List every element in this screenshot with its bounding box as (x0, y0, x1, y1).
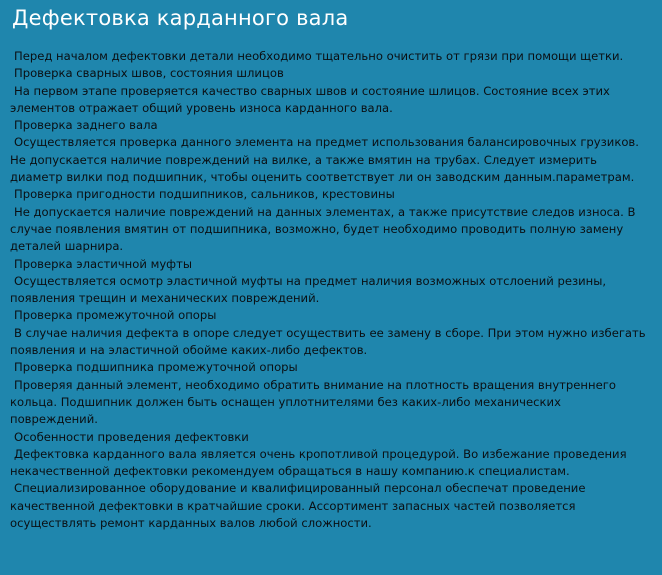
section-heading-rear-shaft: Проверка заднего вала (14, 118, 158, 133)
section-text-elastic-coupling: Осуществляется осмотр эластичной муфты на предмет наличия возможных отслоений резины, появления трещин и механических повреждений. (10, 273, 607, 306)
section-text-support-bearing: Проверяя данный элемент, необходимо обратить внимание на плотность вращения внутреннего кольца. Подшипник должен быть оснащен уплотнителями без каких-либо механических повреждений. (10, 377, 616, 427)
article-content (10, 48, 650, 532)
section-text-welds: На первом этапе проверяется качество сварных швов и состояние шлицов. Состояние всех этих элементов отражает общий уровень износа карданного вала. (10, 83, 610, 115)
section-heading-elastic-coupling: Проверка эластичной муфты (14, 256, 192, 271)
section-heading-bearings: Проверка пригодности подшипников, сальников, крестовины (14, 187, 395, 202)
section-heading-intermediate-support: Проверка промежуточной опоры (14, 308, 217, 323)
section-heading-welds: Проверка сварных швов, состояния шлицов (14, 66, 284, 81)
section-text-features-2: Специализированное оборудование и квалифицированный персонал обеспечат проведение качественной дефектовки в кратчайшие сроки. Ассортимент запасных частей позволяется осуществлять ремонт карданных валов любой сложности. (10, 481, 586, 531)
section-text-features-1: Дефектовка карданного вала является очень кропотливой процедурой. Во избежание проведения некачественной дефектовки рекомендуем обращаться в нашу компанию.к специалистам. (10, 446, 627, 479)
section-text-intermediate-support: В случае наличия дефекта в опоре следует осуществить ее замену в сборе. При этом нужно избегать появления и на эластичной обойме каких-либо дефектов. (10, 325, 646, 358)
section-heading-features: Особенности проведения дефектовки (14, 429, 249, 444)
intro-paragraph: Перед началом дефектовки детали необходимо тщательно очистить от грязи при помощи щетки. (14, 49, 624, 63)
section-text-bearings: Не допускается наличие повреждений на данных элементах, а также присутствие следов износа. В случае появления вмятин от подшипника, возможно, будет необходимо проводить полную замену деталей шарнира. (10, 204, 636, 254)
section-heading-support-bearing: Проверка подшипника промежуточной опоры (14, 360, 298, 375)
section-text-rear-shaft: Осуществляется проверка данного элемента на предмет использования балансировочных грузиков. Не допускается наличие повреждений на вилке, а также вмятин на трубах. Следует измерить диаметр вилки под подшипник, чтобы оценить соответствует ли он заводским данным.параметрам. (10, 135, 639, 185)
page-title: Дефектовка карданного вала (12, 6, 349, 30)
